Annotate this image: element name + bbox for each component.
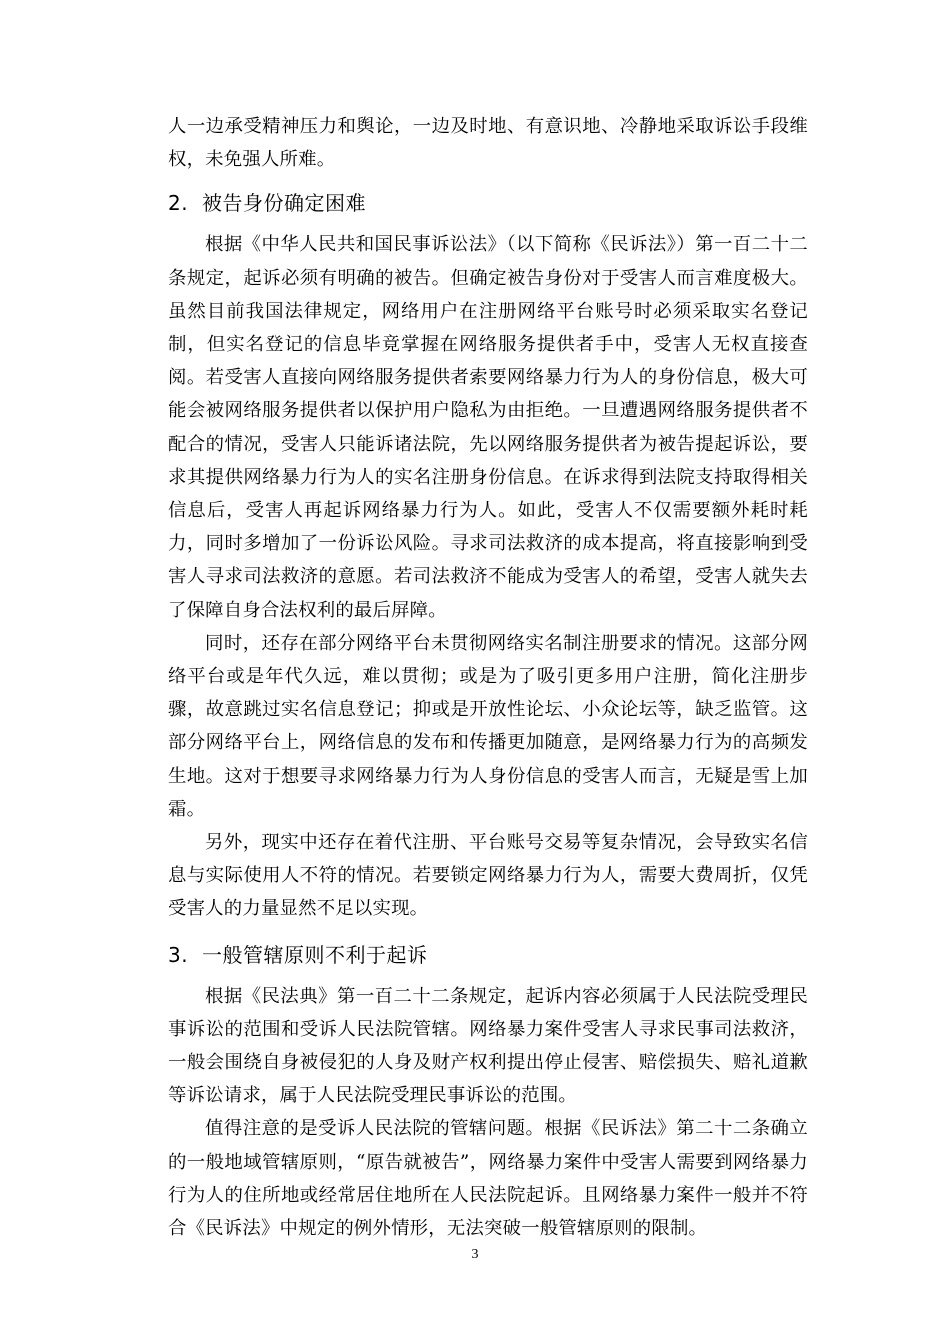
- section-heading-3: [168, 940, 808, 970]
- section-title: 一般管辖原则不利于起诉: [202, 942, 428, 967]
- section-number: 3.: [168, 942, 189, 967]
- section-title: 被告身份确定困难: [202, 191, 366, 216]
- page-number: 3: [471, 1247, 479, 1262]
- paragraph: 值得注意的是受诉人民法院的管辖问题。根据《民诉法》第二十二条确立的一般地域管辖原则，“原告就被告”，网络暴力案件中受害人需要到网络暴力行为人的住所地或经常居住地所在人民法院起诉。且网络暴力案件一般并不符合《民诉法》中规定的例外情形，无法突破一般管辖原则的限制。: [168, 1118, 808, 1240]
- paragraph: 根据《民法典》第一百二十二条规定，起诉内容必须属于人民法院受理民事诉讼的范围和受诉人民法院管辖。网络暴力案件受害人寻求民事司法救济，一般会围绕自身被侵犯的人身及财产权利提出停止侵害、赔偿损失、赔礼道歉等诉讼请求，属于人民法院受理民事诉讼的范围。: [168, 985, 808, 1107]
- section-heading-2: [168, 188, 808, 218]
- paragraph: 根据《中华人民共和国民事诉讼法》（以下简称《民诉法》）第一百二十二条规定，起诉必须有明确的被告。但确定被告身份对于受害人而言难度极大。虽然目前我国法律规定，网络用户在注册网络平台账号时必须采取实名登记制，但实名登记的信息毕竟掌握在网络服务提供者手中，受害人无权直接查阅。若受害人直接向网络服务提供者索要网络暴力行为人的身份信息，极大可能会被网络服务提供者以保护用户隐私为由拒绝。一旦遭遇网络服务提供者不配合的情况，受害人只能诉诸法院，先以网络服务提供者为被告提起诉讼，要求其提供网络暴力行为人的实名注册身份信息。在诉求得到法院支持取得相关信息后，受害人再起诉网络暴力行为人。如此，受害人不仅需要额外耗时耗力，同时多增加了一份诉讼风险。寻求司法救济的成本提高，将直接影响到受害人寻求司法救济的意愿。若司法救济不能成为受害人的希望，受害人就失去了保障自身合法权利的最后屏障。: [168, 234, 808, 621]
- document-body: [168, 110, 808, 1245]
- paragraph: 同时，还存在部分网络平台未贯彻网络实名制注册要求的情况。这部分网络平台或是年代久远，难以贯彻；或是为了吸引更多用户注册，简化注册步骤，故意跳过实名信息登记；抑或是开放性论坛、小众论坛等，缺乏监管。这部分网络平台上，网络信息的发布和传播更加随意，是网络暴力行为的高频发生地。这对于想要寻求网络暴力行为人身份信息的受害人而言，无疑是雪上加霜。: [168, 632, 808, 820]
- paragraph-continued: 人一边承受精神压力和舆论，一边及时地、有意识地、冷静地采取诉讼手段维权，未免强人所难。: [168, 116, 808, 171]
- paragraph: 另外，现实中还存在着代注册、平台账号交易等复杂情况，会导致实名信息与实际使用人不符的情况。若要锁定网络暴力行为人，需要大费周折，仅凭受害人的力量显然不足以实现。: [168, 832, 808, 920]
- section-number: 2.: [168, 191, 189, 216]
